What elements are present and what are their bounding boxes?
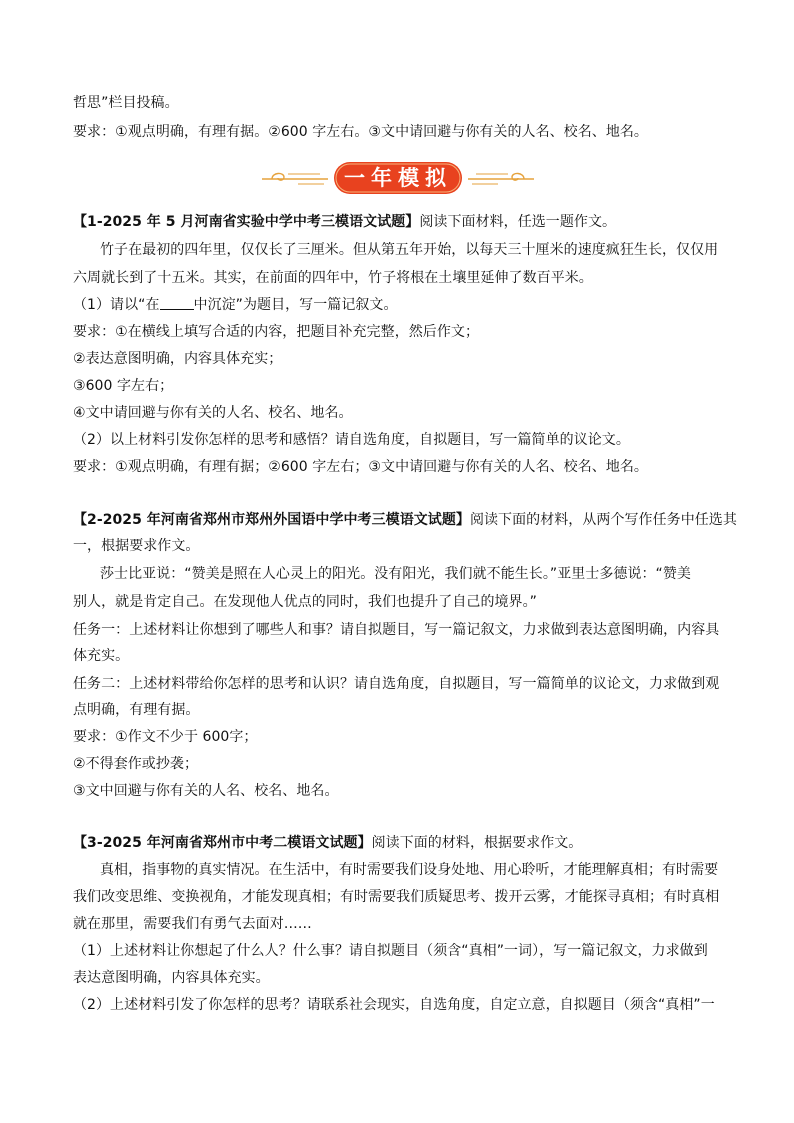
question-2-instruction-cont: 一，根据要求作文。: [73, 538, 200, 554]
question-3-task-2: （2）上述材料引发了你怎样的思考？请联系社会现实，自选角度，自定立意，自拟题目（须含“真相”一: [73, 997, 715, 1013]
question-2-task-2-cont: 点明确，有理有据。: [73, 702, 200, 718]
question-1-requirement: ②表达意图明确，内容具体充实；: [73, 351, 283, 367]
question-2-source: 【2-2025 年河南省郑州市郑州外国语中学中考三模语文试题】: [73, 512, 470, 528]
question-1-requirement: 要求：①观点明确，有理有据；②600 字左右；③文中请回避与你有关的人名、校名、地名。: [73, 459, 648, 475]
question-2-requirement: ②不得套作或抄袭；: [73, 756, 199, 772]
question-3-task-1-cont: 表达意图明确，内容具体充实。: [73, 970, 270, 986]
question-2-requirement: ③文中回避与你有关的人名、校名、地名。: [73, 783, 339, 799]
task-1-prefix: （1）请以“在: [73, 297, 160, 313]
question-3-instruction: 阅读下面的材料，根据要求作文。: [371, 835, 583, 851]
question-1-requirement: ④文中请回避与你有关的人名、校名、地名。: [73, 405, 353, 421]
question-3-source: 【3-2025 年河南省郑州市中考二模语文试题】: [73, 835, 372, 851]
question-1-task-2: （2）以上材料引发你怎样的思考和感悟？请自选角度，自拟题目，写一篇简单的议论文。: [73, 432, 630, 448]
question-1-task-1: [73, 295, 398, 315]
question-2-task-2: 任务二：上述材料带给你怎样的思考和认识？请自选角度，自拟题目，写一篇简单的议论文，力求做到观: [73, 676, 720, 692]
banner-title: 一年模拟: [344, 166, 452, 190]
section-banner: [258, 158, 538, 198]
question-2-requirement: 要求：①作文不少于 600字；: [73, 729, 258, 745]
question-1-instruction: 阅读下面材料，任选一题作文。: [419, 214, 617, 230]
question-1-heading: [73, 212, 616, 232]
blank-underline: [160, 295, 194, 310]
question-1-material-line: 竹子在最初的四年里，仅仅长了三厘米。但从第五年开始，以每天三十厘米的速度疯狂生长，仅仅用: [100, 242, 719, 258]
question-2-task-1: 任务一：上述材料让你想到了哪些人和事？请自拟题目，写一篇记叙文，力求做到表达意图明确，内容具: [73, 622, 720, 638]
question-2-task-1-cont: 体充实。: [73, 648, 130, 664]
question-3-material-line: 我们改变思维、变换视角，才能发现真相；有时需要我们质疑思考、拨开云雾，才能探寻真相；有时真相: [73, 889, 720, 905]
prev-requirement: 要求：①观点明确，有理有据。②600 字左右。③文中请回避与你有关的人名、校名、地名。: [73, 124, 648, 140]
question-1-material-line: 六周就长到了十五米。其实，在前面的四年中，竹子将根在土壤里延伸了数百平米。: [73, 270, 593, 286]
question-1-source: 【1-2025 年 5 月河南省实验中学中考三模语文试题】: [73, 214, 420, 230]
question-3-task-1: （1）上述材料让你想起了什么人？什么事？请自拟题目（须含“真相”一词），写一篇记叙文，力求做到: [73, 943, 708, 959]
question-2-material-line: 莎士比亚说：“赞美是照在人心灵上的阳光。没有阳光，我们就不能生长。”亚里士多德说：“赞美: [100, 566, 691, 582]
question-1-requirement: ③600 字左右；: [73, 378, 174, 394]
question-2-material-line: 别人，就是肯定自己。在发现他人优点的同时，我们也提升了自己的境界。”: [73, 594, 537, 610]
question-3-heading: [73, 833, 582, 853]
task-1-suffix: 中沉淀”为题目，写一篇记叙文。: [193, 297, 398, 313]
prev-line: 哲思”栏目投稿。: [73, 95, 179, 111]
question-2-heading: [73, 510, 737, 530]
question-2-instruction: 阅读下面的材料，从两个写作任务中任选其: [469, 512, 737, 528]
question-1-requirement: 要求：①在横线上填写合适的内容，把题目补充完整，然后作文；: [73, 324, 479, 340]
question-3-material-line: 真相，指事物的真实情况。在生活中，有时需要我们设身处地、用心聆听，才能理解真相；有时需要: [100, 862, 719, 878]
question-3-material-line: 就在那里，需要我们有勇气去面对……: [73, 916, 312, 932]
